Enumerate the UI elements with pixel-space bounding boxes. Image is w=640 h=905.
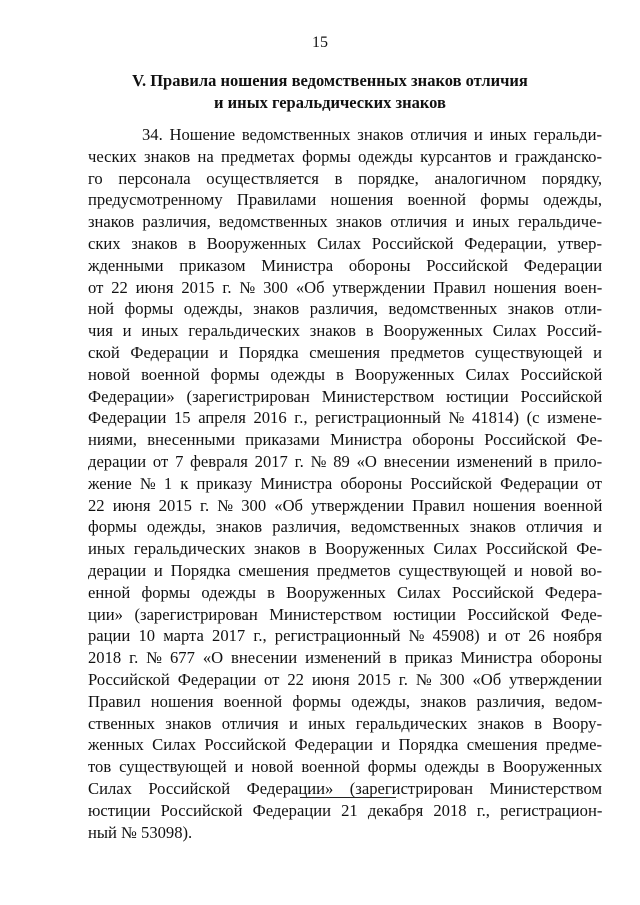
paragraph-line: чия и иных геральдических знаков в Вооруженных Силах Россий-	[88, 321, 602, 341]
paragraph-line: 22 июня 2015 г. № 300 «Об утверждении Правил ношения военной	[88, 495, 603, 515]
paragraph-line: ческих знаков на предметах формы одежды курсантов и гражданско-	[88, 146, 602, 166]
section-heading-line-2: и иных геральдических знаков	[214, 93, 446, 112]
paragraph-line: ской Федерации и Порядка смешения предметов существующей и	[88, 342, 602, 362]
paragraph-line: 34. Ношение ведомственных знаков отличия и иных геральди-	[142, 125, 602, 144]
paragraph-line: рации 10 марта 2017 г., регистрационный № 45908) и от 26 ноября	[88, 626, 602, 646]
paragraph-line: ниями, внесенными приказами Министра обороны Российской Фе-	[88, 430, 603, 450]
section-heading-line-1: V. Правила ношения ведомственных знаков отличия	[132, 71, 528, 90]
paragraph-line: Правил ношения военной формы одежды, знаков различия, ведом-	[88, 691, 603, 711]
paragraph-line: Силах Российской Федерации» (зарегистрирован Министерством	[88, 778, 602, 798]
paragraph-line: дерации от 7 февраля 2017 г. № 89 «О внесении изменений в прило-	[88, 451, 603, 471]
paragraph-line: формы одежды, знаков различия, ведомственных знаков отличия и	[88, 517, 602, 537]
paragraph-line: Федерации 15 апреля 2016 г., регистрационный № 41814) (с измене-	[88, 408, 602, 428]
paragraph-line: жение № 1 к приказу Министра обороны Российской Федерации от	[88, 473, 603, 493]
paragraph-line: юстиции Российской Федерации 21 декабря 2018 г., регистрацион-	[88, 800, 603, 820]
paragraph-line: жденными приказом Министра обороны Российской Федерации	[88, 255, 603, 275]
paragraph-line: дерации и Порядка смешения предметов существующей и новой во-	[88, 560, 602, 580]
paragraph-line: ный № 53098).	[88, 822, 193, 842]
paragraph-line: иных геральдических знаков в Вооруженных Силах Российской Фе-	[88, 539, 603, 559]
paragraph-line: знаков различия, ведомственных знаков отличия и иных геральдиче-	[88, 212, 602, 232]
page-number: 15	[312, 34, 328, 51]
paragraph-line: от 22 июня 2015 г. № 300 «Об утверждении Правил ношения воен-	[88, 277, 603, 297]
paragraph-line: ции» (зарегистрирован Министерством юстиции Российской Феде-	[88, 604, 603, 624]
paragraph-line: Федерации» (зарегистрирован Министерством юстиции Российской	[88, 386, 603, 406]
paragraph-line: 2018 г. № 677 «О внесении изменений в приказ Министра обороны	[88, 648, 602, 668]
section-heading	[80, 70, 580, 114]
paragraph-line: ной формы одежды, знаков различия, ведомственных знаков отли-	[88, 299, 602, 319]
separator-line	[300, 797, 396, 798]
paragraph-line: ственных знаков отличия и иных геральдических знаков в Воору-	[88, 713, 602, 733]
paragraph-line: женных Силах Российской Федерации и Порядка смешения предме-	[88, 735, 602, 755]
paragraph-34	[88, 124, 602, 843]
paragraph-line: Российской Федерации от 22 июня 2015 г. № 300 «Об утверждении	[88, 669, 602, 689]
paragraph-line: го персонала осуществляется в порядке, аналогичном порядку,	[88, 168, 602, 188]
paragraph-line: тов существующей и новой военной формы одежды в Вооруженных	[88, 757, 603, 777]
paragraph-line: предусмотренному Правилами ношения военной формы одежды,	[88, 190, 602, 210]
paragraph-line: новой военной формы одежды в Вооруженных Силах Российской	[88, 364, 603, 384]
paragraph-line: ских знаков в Вооруженных Силах Российской Федерации, утвер-	[88, 233, 602, 253]
paragraph-line: енной формы одежды в Вооруженных Силах Российской Федера-	[88, 582, 603, 602]
